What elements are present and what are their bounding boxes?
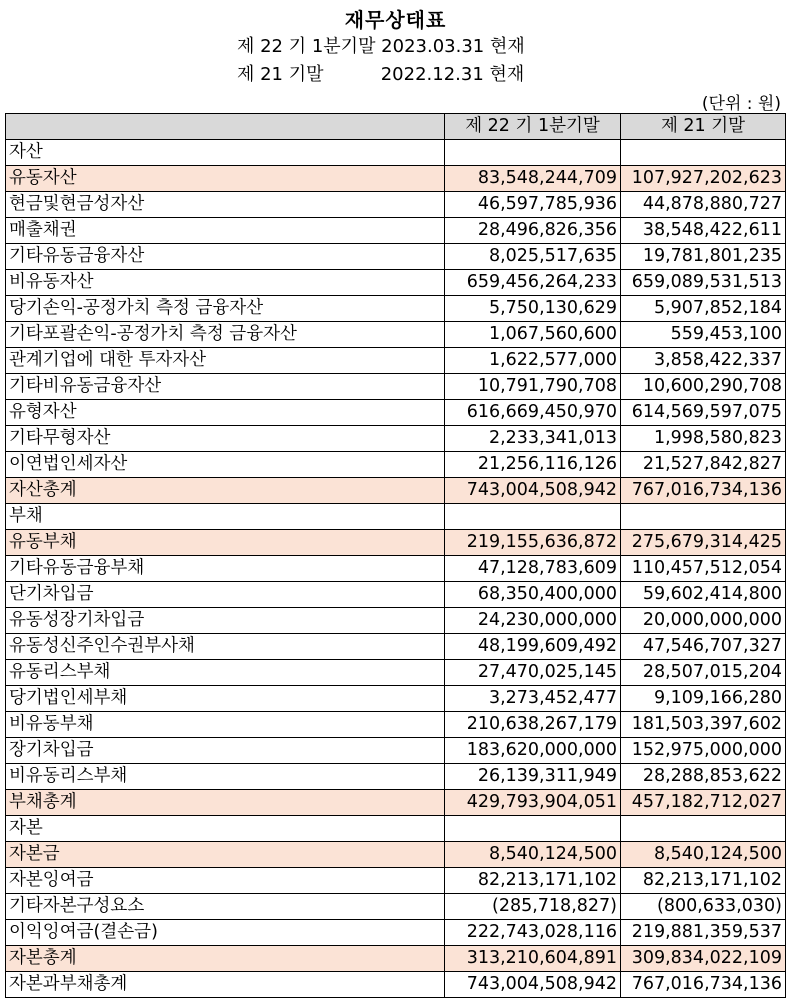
row-label: 자본잉여금 xyxy=(6,868,445,894)
value-prior: 28,507,015,204 xyxy=(621,660,786,686)
value-prior: 5,907,852,184 xyxy=(621,296,786,322)
value-current: 68,350,400,000 xyxy=(445,582,621,608)
table-row xyxy=(6,608,786,634)
value-prior: 44,878,880,727 xyxy=(621,192,786,218)
value-current: 1,622,577,000 xyxy=(445,348,621,374)
table-row xyxy=(6,920,786,946)
row-label: 자본 xyxy=(6,816,445,842)
row-label: 자본금 xyxy=(6,842,445,868)
table-row xyxy=(6,504,786,530)
table-row xyxy=(6,296,786,322)
row-label: 유동성신주인수권부사채 xyxy=(6,634,445,660)
row-label: 매출채권 xyxy=(6,218,445,244)
column-header-label xyxy=(6,114,445,140)
value-prior: 47,546,707,327 xyxy=(621,634,786,660)
table-row xyxy=(6,790,786,816)
value-current xyxy=(445,504,621,530)
value-current: 21,256,116,126 xyxy=(445,452,621,478)
column-header-current: 제 22 기 1분기말 xyxy=(445,114,621,140)
value-prior: 152,975,000,000 xyxy=(621,738,786,764)
row-label: 자산 xyxy=(6,140,445,166)
value-prior xyxy=(621,816,786,842)
row-label: 비유동자산 xyxy=(6,270,445,296)
table-row xyxy=(6,218,786,244)
value-prior: 559,453,100 xyxy=(621,322,786,348)
table-row xyxy=(6,140,786,166)
value-prior xyxy=(621,140,786,166)
table-row xyxy=(6,192,786,218)
row-label: 장기차입금 xyxy=(6,738,445,764)
value-current: 616,669,450,970 xyxy=(445,400,621,426)
value-prior: 3,858,422,337 xyxy=(621,348,786,374)
value-prior: 659,089,531,513 xyxy=(621,270,786,296)
table-body xyxy=(6,140,786,998)
table-row xyxy=(6,868,786,894)
value-current: 1,067,560,600 xyxy=(445,322,621,348)
table-row xyxy=(6,764,786,790)
table-row xyxy=(6,348,786,374)
value-current: 5,750,130,629 xyxy=(445,296,621,322)
row-label: 기타유동금융자산 xyxy=(6,244,445,270)
row-label: 기타포괄손익-공정가치 측정 금융자산 xyxy=(6,322,445,348)
table-row xyxy=(6,738,786,764)
value-prior: 59,602,414,800 xyxy=(621,582,786,608)
row-label: 유동리스부채 xyxy=(6,660,445,686)
row-label: 기타자본구성요소 xyxy=(6,894,445,920)
value-prior: 1,998,580,823 xyxy=(621,426,786,452)
table-row xyxy=(6,556,786,582)
value-current: 10,791,790,708 xyxy=(445,374,621,400)
table-row xyxy=(6,582,786,608)
value-current: 8,540,124,500 xyxy=(445,842,621,868)
column-header-prior: 제 21 기말 xyxy=(621,114,786,140)
value-prior: 21,527,842,827 xyxy=(621,452,786,478)
table-row xyxy=(6,426,786,452)
table-row xyxy=(6,478,786,504)
table-row xyxy=(6,322,786,348)
value-current: 82,213,171,102 xyxy=(445,868,621,894)
value-current: 210,638,267,179 xyxy=(445,712,621,738)
value-current: 222,743,028,116 xyxy=(445,920,621,946)
value-prior: 107,927,202,623 xyxy=(621,166,786,192)
value-current: 26,139,311,949 xyxy=(445,764,621,790)
table-header-row xyxy=(6,114,786,140)
value-prior: 8,540,124,500 xyxy=(621,842,786,868)
value-prior: 767,016,734,136 xyxy=(621,478,786,504)
value-prior: (800,633,030) xyxy=(621,894,786,920)
period-current: 제 22 기 1분기말 2023.03.31 현재 xyxy=(237,36,525,57)
value-current: 429,793,904,051 xyxy=(445,790,621,816)
row-label: 현금및현금성자산 xyxy=(6,192,445,218)
period-prior: 제 21 기말 2022.12.31 현재 xyxy=(237,64,525,85)
value-prior: 82,213,171,102 xyxy=(621,868,786,894)
unit-label: (단위 : 원) xyxy=(701,94,781,114)
row-label: 이익잉여금(결손금) xyxy=(6,920,445,946)
row-label: 유동자산 xyxy=(6,166,445,192)
table-row xyxy=(6,166,786,192)
table-row xyxy=(6,660,786,686)
value-current: 659,456,264,233 xyxy=(445,270,621,296)
value-prior: 38,548,422,611 xyxy=(621,218,786,244)
row-label: 관계기업에 대한 투자자산 xyxy=(6,348,445,374)
row-label: 유동성장기차입금 xyxy=(6,608,445,634)
row-label: 자본과부채총계 xyxy=(6,972,445,998)
table-row xyxy=(6,452,786,478)
row-label: 기타비유동금융자산 xyxy=(6,374,445,400)
value-prior: 10,600,290,708 xyxy=(621,374,786,400)
value-current xyxy=(445,140,621,166)
value-current: 183,620,000,000 xyxy=(445,738,621,764)
row-label: 당기손익-공정가치 측정 금융자산 xyxy=(6,296,445,322)
value-prior: 614,569,597,075 xyxy=(621,400,786,426)
row-label: 유동부채 xyxy=(6,530,445,556)
value-current: 48,199,609,492 xyxy=(445,634,621,660)
row-label: 기타유동금융부채 xyxy=(6,556,445,582)
table-row xyxy=(6,712,786,738)
row-label: 유형자산 xyxy=(6,400,445,426)
table-row xyxy=(6,686,786,712)
table-row xyxy=(6,400,786,426)
value-current: 28,496,826,356 xyxy=(445,218,621,244)
value-prior: 219,881,359,537 xyxy=(621,920,786,946)
table-row xyxy=(6,894,786,920)
value-prior: 20,000,000,000 xyxy=(621,608,786,634)
value-current: 83,548,244,709 xyxy=(445,166,621,192)
row-label: 부채총계 xyxy=(6,790,445,816)
value-prior: 28,288,853,622 xyxy=(621,764,786,790)
table-row xyxy=(6,244,786,270)
value-prior xyxy=(621,504,786,530)
row-label: 단기차입금 xyxy=(6,582,445,608)
row-label: 비유동부채 xyxy=(6,712,445,738)
row-label: 자산총계 xyxy=(6,478,445,504)
value-prior: 457,182,712,027 xyxy=(621,790,786,816)
value-current: 47,128,783,609 xyxy=(445,556,621,582)
row-label: 당기법인세부채 xyxy=(6,686,445,712)
value-current: (285,718,827) xyxy=(445,894,621,920)
value-current xyxy=(445,816,621,842)
value-current: 743,004,508,942 xyxy=(445,478,621,504)
value-prior: 9,109,166,280 xyxy=(621,686,786,712)
table-row xyxy=(6,842,786,868)
value-prior: 19,781,801,235 xyxy=(621,244,786,270)
table-row xyxy=(6,972,786,998)
table-row xyxy=(6,634,786,660)
page-title: 재무상태표 xyxy=(344,8,447,32)
table-row xyxy=(6,374,786,400)
row-label: 이연법인세자산 xyxy=(6,452,445,478)
value-prior: 309,834,022,109 xyxy=(621,946,786,972)
row-label: 부채 xyxy=(6,504,445,530)
table-row xyxy=(6,530,786,556)
balance-sheet-table xyxy=(5,113,786,998)
row-label: 비유동리스부채 xyxy=(6,764,445,790)
value-prior: 275,679,314,425 xyxy=(621,530,786,556)
value-prior: 767,016,734,136 xyxy=(621,972,786,998)
value-current: 27,470,025,145 xyxy=(445,660,621,686)
value-prior: 110,457,512,054 xyxy=(621,556,786,582)
value-current: 2,233,341,013 xyxy=(445,426,621,452)
table-row xyxy=(6,816,786,842)
table-row xyxy=(6,946,786,972)
table-row xyxy=(6,270,786,296)
value-current: 219,155,636,872 xyxy=(445,530,621,556)
value-current: 313,210,604,891 xyxy=(445,946,621,972)
value-current: 3,273,452,477 xyxy=(445,686,621,712)
value-prior: 181,503,397,602 xyxy=(621,712,786,738)
value-current: 8,025,517,635 xyxy=(445,244,621,270)
value-current: 24,230,000,000 xyxy=(445,608,621,634)
value-current: 743,004,508,942 xyxy=(445,972,621,998)
row-label: 기타무형자산 xyxy=(6,426,445,452)
row-label: 자본총계 xyxy=(6,946,445,972)
value-current: 46,597,785,936 xyxy=(445,192,621,218)
